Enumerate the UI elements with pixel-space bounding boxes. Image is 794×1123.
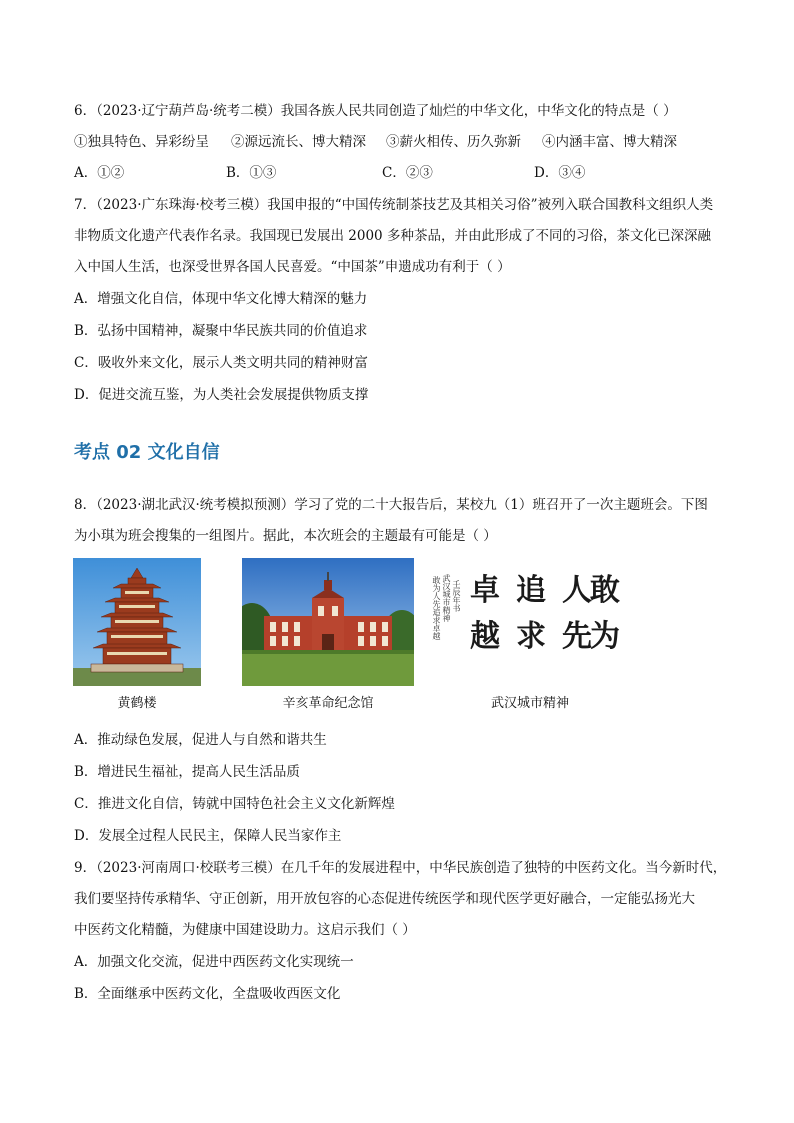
q7-option-b: B．弘扬中国精神，凝聚中华民族共同的价值追求 — [74, 323, 368, 339]
q6-option-d: D．③④ — [534, 165, 586, 181]
q6-option-b: B．①③ — [226, 165, 277, 181]
yellow-crane-tower-image — [73, 558, 201, 686]
q7-option-a: A．增强文化自信，体现中华文化博大精深的魅力 — [74, 291, 368, 307]
q7-stem-line-2: 非物质文化遗产代表作名录。我国现已发展出 2000 多种茶品，并由此形成了不同的习俗，茶文化已深深融 — [74, 228, 711, 244]
q8-stem-line-2: 为小琪为班会搜集的一组图片。据此，本次班会的主题最有可能是（ ） — [74, 528, 497, 544]
q6-item-4: ④内涵丰富、博大精深 — [542, 134, 677, 150]
q7-stem-line-1: 7．（2023·广东珠海·校考三模）我国申报的“中国传统制茶技艺及其相关习俗”被列入联合国教科文组织人类 — [74, 197, 714, 213]
q8-option-a: A．推动绿色发展，促进人与自然和谐共生 — [74, 732, 327, 748]
q6-item-3: ③薪火相传、历久弥新 — [386, 134, 521, 150]
calligraphy-char-5: 越 — [470, 619, 500, 654]
section-title: 考点 02 文化自信 — [74, 442, 220, 463]
q6-items — [74, 132, 724, 152]
q8-option-c: C．推进文化自信，铸就中国特色社会主义文化新辉煌 — [74, 796, 395, 812]
q8-stem-line-1: 8．（2023·湖北武汉·统考模拟预测）学习了党的二十大报告后，某校九（1）班召开了一次主题班会。下图 — [74, 497, 708, 513]
q9-stem-line-3: 中医药文化精髓，为健康中国建设助力。这启示我们（ ） — [74, 922, 416, 938]
caption-xinhai-memorial: 辛亥革命纪念馆 — [282, 696, 374, 711]
calligraphy-char-8: 为 — [590, 619, 620, 654]
q6-option-a: A．①② — [74, 165, 125, 181]
q6-stem: 6．（2023·辽宁葫芦岛·统考二模）我国各族人民共同创造了灿烂的中华文化，中华文化的特点是（ ） — [74, 103, 677, 119]
q9-stem-line-1: 9．（2023·河南周口·校联考三模）在几千年的发展进程中，中华民族创造了独特的中医药文化。当今新时代， — [74, 860, 727, 876]
caption-yellow-crane-tower: 黄鹤楼 — [117, 696, 157, 711]
q6-option-c: C．②③ — [382, 165, 433, 181]
q9-option-a: A．加强文化交流，促进中西医药文化实现统一 — [74, 954, 354, 970]
calligraphy-char-4: 敢 — [590, 573, 620, 608]
q7-stem-line-3: 入中国人生活，也深受世界各国人民喜爱。“中国茶”申遗成功有利于（ ） — [74, 259, 511, 275]
q9-option-b: B．全面继承中医药文化，全盘吸收西医文化 — [74, 986, 341, 1002]
calligraphy-char-1: 卓 — [470, 573, 500, 608]
calligraphy-char-3: 人 — [562, 573, 592, 608]
q9-stem-line-2: 我们要坚持传承精华、守正创新，用开放包容的心态促进传统医学和现代医学更好融合，一定能弘扬光大 — [74, 891, 695, 907]
q8-option-d: D．发展全过程人民民主，保障人民当家作主 — [74, 828, 342, 844]
q6-item-1: ①独具特色、异彩纷呈 — [74, 134, 209, 150]
calligraphy-char-2: 追 — [516, 573, 546, 608]
q8-option-b: B．增进民生福祉，提高人民生活品质 — [74, 764, 300, 780]
q6-options — [74, 163, 724, 183]
xinhai-revolution-memorial-image — [242, 558, 414, 686]
q7-option-d: D．促进交流互鉴，为人类社会发展提供物质支撑 — [74, 387, 369, 403]
calligraphy-char-7: 先 — [562, 619, 592, 654]
q6-item-2: ②源远流长、博大精深 — [231, 134, 366, 150]
q7-option-c: C．吸收外来文化，展示人类文明共同的精神财富 — [74, 355, 368, 371]
caption-wuhan-city-spirit: 武汉城市精神 — [490, 696, 569, 711]
wuhan-city-spirit-calligraphy: 敢为人先追求卓越 武汉城市精神 壬辰年书 卓 追 人 敢 越 求 先 为 — [430, 566, 630, 676]
calligraphy-char-6: 求 — [516, 619, 546, 654]
